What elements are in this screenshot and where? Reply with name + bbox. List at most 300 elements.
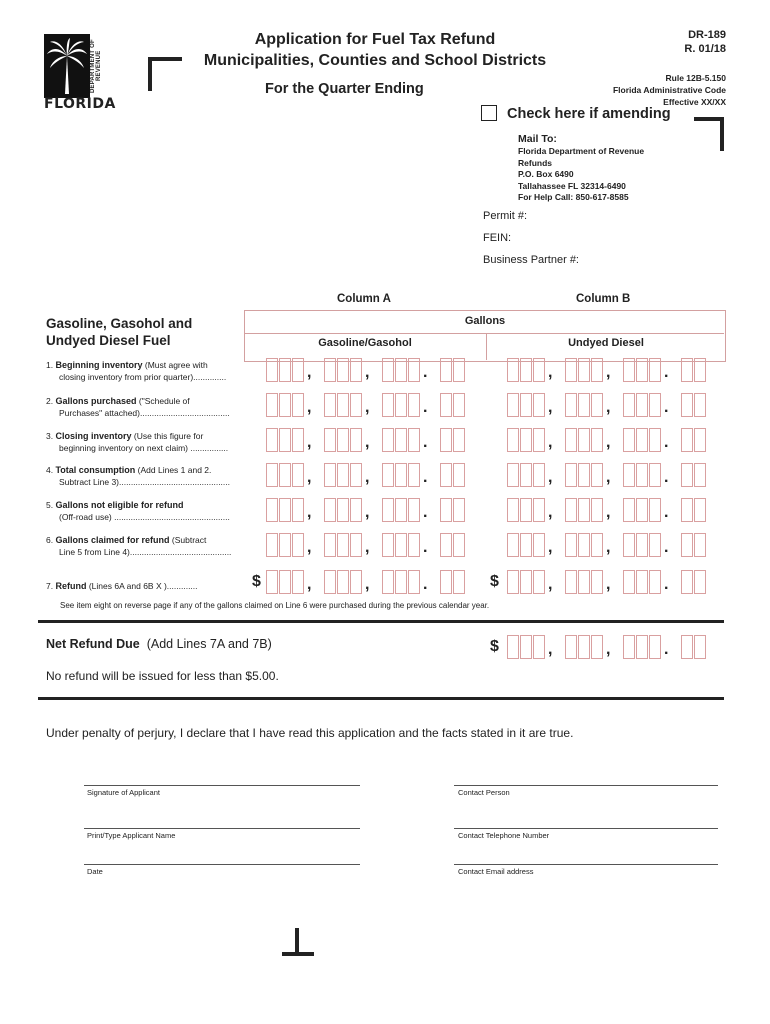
amend-label: Check here if amending [507, 106, 671, 122]
column-a-line-7-digit-box[interactable] [395, 570, 407, 594]
comma-separator: , [548, 641, 553, 658]
line-number: 5. [46, 500, 54, 510]
column-b-line-3-digit-box[interactable] [533, 428, 545, 452]
decimal-separator: . [664, 504, 669, 521]
net-refund-title: Net Refund Due [46, 637, 140, 651]
decimal-separator: . [664, 399, 669, 416]
line-number: 2. [46, 396, 54, 406]
column-b-line-4-digit-box[interactable] [649, 463, 661, 487]
column-a-line-3-digit-box[interactable] [440, 428, 452, 452]
column-b-line-3-digit-box[interactable] [565, 428, 577, 452]
column-a-line-4-digit-box[interactable] [266, 463, 278, 487]
signature-line[interactable] [84, 785, 360, 786]
column-b-line-2-digit-box[interactable] [507, 393, 519, 417]
comma-separator: , [548, 364, 553, 381]
dollar-sign: $ [490, 638, 499, 655]
column-a-line-5-digit-box[interactable] [324, 498, 336, 522]
column-a-line-5-digit-box[interactable] [350, 498, 362, 522]
column-a-line-4-digit-box[interactable] [350, 463, 362, 487]
line-name: Refund [55, 581, 87, 591]
column-b-line-7-digit-box[interactable] [507, 570, 519, 594]
column-a-line-7-digit-box[interactable] [337, 570, 349, 594]
net-refund-digit-box[interactable] [636, 635, 648, 659]
column-b-line-7-digit-box[interactable] [623, 570, 635, 594]
column-b-line-5-digit-box[interactable] [591, 498, 603, 522]
column-a-line-6-digit-box[interactable] [324, 533, 336, 557]
column-b-line-4-digit-box[interactable] [507, 463, 519, 487]
column-b-line-3-digit-box[interactable] [649, 428, 661, 452]
net-refund-digit-box[interactable] [591, 635, 603, 659]
column-a-line-7-digit-box[interactable] [266, 570, 278, 594]
decimal-separator: . [423, 434, 428, 451]
column-b-line-6-digit-box[interactable] [649, 533, 661, 557]
decimal-separator: . [423, 364, 428, 381]
column-b-line-3-digit-box[interactable] [623, 428, 635, 452]
column-a-line-2-digit-box[interactable] [350, 393, 362, 417]
decimal-separator: . [664, 641, 669, 658]
signature-label: Signature of Applicant [87, 788, 160, 797]
column-a-line-3-digit-box[interactable] [337, 428, 349, 452]
quarter-ending-label: For the Quarter Ending [265, 81, 424, 97]
line-desc: (Add Lines 1 and 2. [137, 465, 212, 475]
comma-separator: , [548, 576, 553, 593]
contact-email-label: Contact Email address [458, 867, 534, 876]
permit-field[interactable]: Permit #: [483, 210, 528, 222]
column-a-line-6-digit-box[interactable] [292, 533, 304, 557]
column-b-line-2-digit-box[interactable] [578, 393, 590, 417]
comma-separator: , [365, 434, 370, 451]
decimal-separator: . [664, 434, 669, 451]
column-a-line-6-digit-box[interactable] [440, 533, 452, 557]
column-a-line-2-digit-box[interactable] [408, 393, 420, 417]
net-refund-digit-box[interactable] [520, 635, 532, 659]
effective-date: Effective XX/XX [663, 97, 726, 107]
column-a-line-5-digit-box[interactable] [266, 498, 278, 522]
column-b-line-3-digit-box[interactable] [578, 428, 590, 452]
column-a-line-4-digit-box[interactable] [408, 463, 420, 487]
decimal-separator: . [664, 469, 669, 486]
column-b-line-6-digit-box[interactable] [578, 533, 590, 557]
column-b-line-7-digit-box[interactable] [591, 570, 603, 594]
comma-separator: , [307, 504, 312, 521]
line-desc: Line 5 from Line 4)........................................... [59, 546, 232, 557]
column-b-line-1-digit-box[interactable] [565, 358, 577, 382]
line-1-label [46, 360, 246, 383]
column-b-line-2-digit-box[interactable] [636, 393, 648, 417]
admin-code: Florida Administrative Code [612, 85, 726, 95]
column-a-line-7-digit-box[interactable] [453, 570, 465, 594]
bottom-registration-bar [282, 952, 314, 956]
line-3-label [46, 431, 246, 454]
column-a-line-3-digit-box[interactable] [279, 428, 291, 452]
column-a-line-5-digit-box[interactable] [440, 498, 452, 522]
section-title [46, 315, 192, 349]
rule-number: Rule 12B-5.150 [665, 73, 726, 83]
corner-mark-top-left [148, 57, 182, 91]
column-a-line-6-digit-box[interactable] [337, 533, 349, 557]
column-b-line-5-digit-box[interactable] [636, 498, 648, 522]
column-a-line-4-digit-box[interactable] [279, 463, 291, 487]
contact-email-line[interactable] [454, 864, 718, 865]
column-b-line-5-digit-box[interactable] [507, 498, 519, 522]
column-b-line-4-digit-box[interactable] [591, 463, 603, 487]
net-refund-digit-box[interactable] [694, 635, 706, 659]
column-a-line-7-digit-box[interactable] [324, 570, 336, 594]
column-a-line-3-digit-box[interactable] [350, 428, 362, 452]
comma-separator: , [307, 539, 312, 556]
contact-phone-label: Contact Telephone Number [458, 831, 550, 840]
column-b-line-2-digit-box[interactable] [565, 393, 577, 417]
column-b-line-3-digit-box[interactable] [636, 428, 648, 452]
comma-separator: , [307, 576, 312, 593]
column-b-line-5-digit-box[interactable] [681, 498, 693, 522]
comma-separator: , [606, 399, 611, 416]
column-a-line-7-digit-box[interactable] [279, 570, 291, 594]
column-a-line-5-digit-box[interactable] [337, 498, 349, 522]
column-a-line-1-digit-box[interactable] [266, 358, 278, 382]
line-desc: Subtract Line 3)............................................... [59, 476, 231, 487]
decimal-separator: . [664, 364, 669, 381]
column-b-line-2-digit-box[interactable] [533, 393, 545, 417]
perjury-statement: Under penalty of perjury, I declare that I have read this application and the facts stated in it are true. [46, 726, 574, 740]
section-title-line: Gasoline, Gasohol and [46, 316, 193, 331]
column-a-line-2-digit-box[interactable] [395, 393, 407, 417]
net-refund-digit-box[interactable] [533, 635, 545, 659]
column-b-line-3-digit-box[interactable] [507, 428, 519, 452]
column-b-line-3-digit-box[interactable] [681, 428, 693, 452]
column-b-line-7-digit-box[interactable] [565, 570, 577, 594]
column-a-line-5-digit-box[interactable] [408, 498, 420, 522]
line-2-label [46, 396, 246, 419]
column-a-line-3-digit-box[interactable] [453, 428, 465, 452]
column-a-line-1-digit-box[interactable] [279, 358, 291, 382]
column-a-line-5-digit-box[interactable] [279, 498, 291, 522]
column-a-line-1-digit-box[interactable] [350, 358, 362, 382]
line-desc: closing inventory from prior quarter).............. [59, 371, 227, 382]
column-a-line-1-digit-box[interactable] [440, 358, 452, 382]
column-b-line-7-digit-box[interactable] [520, 570, 532, 594]
line-number: 4. [46, 465, 54, 475]
net-refund-digit-box[interactable] [565, 635, 577, 659]
reverse-page-note: See item eight on reverse page if any of the gallons claimed on Line 6 were purchased during the previous calendar year. [60, 601, 490, 610]
column-b-line-4-digit-box[interactable] [681, 463, 693, 487]
line-5-label [46, 500, 246, 523]
column-a-line-6-digit-box[interactable] [453, 533, 465, 557]
comma-separator: , [606, 504, 611, 521]
column-b-line-6-digit-box[interactable] [694, 533, 706, 557]
gallons-heading: Gallons [464, 315, 506, 327]
gallons-header-divider [244, 333, 724, 334]
column-b-line-7-digit-box[interactable] [681, 570, 693, 594]
comma-separator: , [606, 539, 611, 556]
column-b-line-6-digit-box[interactable] [565, 533, 577, 557]
column-a-line-6-digit-box[interactable] [266, 533, 278, 557]
column-b-line-1-digit-box[interactable] [507, 358, 519, 382]
column-b-line-4-digit-box[interactable] [578, 463, 590, 487]
line-name: Beginning inventory [55, 360, 143, 370]
form-number-block [684, 28, 726, 56]
column-b-line-2-digit-box[interactable] [591, 393, 603, 417]
column-b-line-4-digit-box[interactable] [623, 463, 635, 487]
column-b-line-3-digit-box[interactable] [591, 428, 603, 452]
comma-separator: , [606, 641, 611, 658]
line-desc: (Subtract [171, 535, 207, 545]
column-a-line-7-digit-box[interactable] [382, 570, 394, 594]
column-b-line-1-digit-box[interactable] [591, 358, 603, 382]
comma-separator: , [365, 576, 370, 593]
column-a-line-4-digit-box[interactable] [440, 463, 452, 487]
comma-separator: , [606, 434, 611, 451]
comma-separator: , [365, 539, 370, 556]
column-b-line-2-digit-box[interactable] [623, 393, 635, 417]
column-a-line-4-digit-box[interactable] [453, 463, 465, 487]
mail-to-heading: Mail To: [518, 133, 557, 145]
line-4-label [46, 465, 246, 488]
column-a-line-3-digit-box[interactable] [395, 428, 407, 452]
help-phone: For Help Call: 850-617-8585 [518, 192, 629, 202]
column-a-line-1-digit-box[interactable] [382, 358, 394, 382]
column-b-line-1-digit-box[interactable] [623, 358, 635, 382]
contact-person-label: Contact Person [458, 788, 510, 797]
column-a-line-1-digit-box[interactable] [324, 358, 336, 382]
undyed-diesel-heading: Undyed Diesel [568, 337, 644, 349]
column-b-line-4-digit-box[interactable] [565, 463, 577, 487]
column-b-line-4-digit-box[interactable] [636, 463, 648, 487]
column-a-line-7-digit-box[interactable] [292, 570, 304, 594]
date-line[interactable] [84, 864, 360, 865]
comma-separator: , [606, 469, 611, 486]
fein-field[interactable]: FEIN: [483, 232, 512, 244]
address-line: Florida Department of Revenue [518, 146, 645, 156]
comma-separator: , [365, 469, 370, 486]
net-refund-digit-box[interactable] [507, 635, 519, 659]
net-refund-digit-box[interactable] [578, 635, 590, 659]
column-a-line-5-digit-box[interactable] [292, 498, 304, 522]
comma-separator: , [365, 364, 370, 381]
logo-side-text: DEPARTMENT OF REVENUE [90, 39, 102, 93]
comma-separator: , [548, 504, 553, 521]
column-b-line-3-digit-box[interactable] [694, 428, 706, 452]
comma-separator: , [606, 576, 611, 593]
column-a-line-4-digit-box[interactable] [324, 463, 336, 487]
column-b-line-2-digit-box[interactable] [681, 393, 693, 417]
column-b-line-5-digit-box[interactable] [533, 498, 545, 522]
column-b-line-2-digit-box[interactable] [694, 393, 706, 417]
line-number: 3. [46, 431, 54, 441]
column-b-line-1-digit-box[interactable] [533, 358, 545, 382]
dollar-sign: $ [252, 573, 261, 590]
net-refund-digit-box[interactable] [649, 635, 661, 659]
column-b-line-6-digit-box[interactable] [533, 533, 545, 557]
column-b-line-4-digit-box[interactable] [533, 463, 545, 487]
column-b-line-5-digit-box[interactable] [565, 498, 577, 522]
comma-separator: , [365, 504, 370, 521]
column-b-heading: Column B [576, 293, 631, 305]
column-a-line-7-digit-box[interactable] [440, 570, 452, 594]
form-title: Application for Fuel Tax Refund [254, 31, 496, 48]
column-a-line-1-digit-box[interactable] [453, 358, 465, 382]
column-b-line-7-digit-box[interactable] [533, 570, 545, 594]
column-b-line-7-digit-box[interactable] [578, 570, 590, 594]
column-b-line-1-digit-box[interactable] [649, 358, 661, 382]
column-b-line-5-digit-box[interactable] [623, 498, 635, 522]
column-b-line-6-digit-box[interactable] [636, 533, 648, 557]
net-refund-sub: (Add Lines 7A and 7B) [146, 637, 272, 651]
column-a-line-6-digit-box[interactable] [395, 533, 407, 557]
column-b-line-7-digit-box[interactable] [636, 570, 648, 594]
column-b-line-6-digit-box[interactable] [623, 533, 635, 557]
minimum-refund-note: No refund will be issued for less than $5.00. [46, 669, 279, 683]
line-desc: (Use this figure for [133, 431, 204, 441]
line-desc: ("Schedule of [138, 396, 190, 406]
column-b-line-6-digit-box[interactable] [591, 533, 603, 557]
column-a-line-2-digit-box[interactable] [382, 393, 394, 417]
divider [38, 620, 724, 623]
column-a-line-7-digit-box[interactable] [350, 570, 362, 594]
column-a-line-4-digit-box[interactable] [382, 463, 394, 487]
form-revision: R. 01/18 [684, 43, 726, 55]
form-subtitle: Municipalities, Counties and School Districts [203, 52, 547, 69]
comma-separator: , [548, 469, 553, 486]
decimal-separator: . [423, 576, 428, 593]
gasoline-gasohol-heading: Gasoline/Gasohol [318, 337, 412, 349]
column-b-line-6-digit-box[interactable] [507, 533, 519, 557]
column-a-line-3-digit-box[interactable] [324, 428, 336, 452]
line-desc: (Lines 6A and 6B X )............. [88, 581, 198, 591]
column-b-line-1-digit-box[interactable] [681, 358, 693, 382]
address-line: Tallahassee FL 32314-6490 [518, 180, 626, 191]
net-refund-digit-box[interactable] [623, 635, 635, 659]
column-a-line-3-digit-box[interactable] [292, 428, 304, 452]
line-name: Closing inventory [55, 431, 132, 441]
contact-phone-line[interactable] [454, 828, 718, 829]
column-a-line-6-digit-box[interactable] [279, 533, 291, 557]
column-b-line-2-digit-box[interactable] [649, 393, 661, 417]
line-desc: Purchases" attached)...................................... [59, 407, 230, 418]
contact-person-line[interactable] [454, 785, 718, 786]
column-a-line-3-digit-box[interactable] [382, 428, 394, 452]
column-a-line-1-digit-box[interactable] [395, 358, 407, 382]
divider [38, 697, 724, 700]
column-a-line-3-digit-box[interactable] [266, 428, 278, 452]
column-a-line-2-digit-box[interactable] [440, 393, 452, 417]
column-b-line-5-digit-box[interactable] [649, 498, 661, 522]
logo-wordmark: FLORIDA [44, 96, 116, 112]
column-a-line-2-digit-box[interactable] [266, 393, 278, 417]
column-b-line-7-digit-box[interactable] [649, 570, 661, 594]
column-a-line-1-digit-box[interactable] [292, 358, 304, 382]
decimal-separator: . [423, 469, 428, 486]
column-a-line-2-digit-box[interactable] [279, 393, 291, 417]
column-a-line-2-digit-box[interactable] [337, 393, 349, 417]
comma-separator: , [606, 364, 611, 381]
column-a-line-2-digit-box[interactable] [453, 393, 465, 417]
column-b-line-6-digit-box[interactable] [681, 533, 693, 557]
column-b-line-1-digit-box[interactable] [578, 358, 590, 382]
column-a-line-7-digit-box[interactable] [408, 570, 420, 594]
column-a-line-5-digit-box[interactable] [395, 498, 407, 522]
column-a-line-4-digit-box[interactable] [292, 463, 304, 487]
column-a-line-6-digit-box[interactable] [350, 533, 362, 557]
address-line: P.O. Box 6490 [518, 169, 574, 179]
dollar-sign: $ [490, 573, 499, 590]
comma-separator: , [548, 399, 553, 416]
date-label: Date [87, 867, 103, 876]
column-a-line-1-digit-box[interactable] [337, 358, 349, 382]
business-partner-field[interactable]: Business Partner #: [483, 254, 579, 266]
line-6-label [46, 535, 246, 558]
corner-mark-top-right [694, 117, 724, 151]
column-b-line-6-digit-box[interactable] [520, 533, 532, 557]
line-desc: (Off-road use) ................................................. [59, 511, 230, 522]
column-a-line-6-digit-box[interactable] [408, 533, 420, 557]
column-a-line-4-digit-box[interactable] [337, 463, 349, 487]
decimal-separator: . [423, 539, 428, 556]
line-desc: (Must agree with [144, 360, 208, 370]
comma-separator: , [548, 539, 553, 556]
column-a-line-2-digit-box[interactable] [292, 393, 304, 417]
column-b-line-3-digit-box[interactable] [520, 428, 532, 452]
column-a-line-3-digit-box[interactable] [408, 428, 420, 452]
column-b-line-4-digit-box[interactable] [694, 463, 706, 487]
column-b-line-1-digit-box[interactable] [636, 358, 648, 382]
line-7-label [46, 581, 256, 593]
decimal-separator: . [423, 504, 428, 521]
line-name: Total consumption [55, 465, 136, 475]
palm-tree-icon [44, 34, 90, 98]
net-refund-label [46, 637, 272, 651]
mail-address [518, 146, 644, 204]
line-number: 1. [46, 360, 54, 370]
line-number: 7. [46, 581, 54, 591]
column-b-line-4-digit-box[interactable] [520, 463, 532, 487]
column-a-line-4-digit-box[interactable] [395, 463, 407, 487]
comma-separator: , [365, 399, 370, 416]
column-b-line-1-digit-box[interactable] [694, 358, 706, 382]
column-a-line-5-digit-box[interactable] [453, 498, 465, 522]
column-b-line-5-digit-box[interactable] [694, 498, 706, 522]
line-name: Gallons not eligible for refund [55, 500, 184, 510]
column-a-line-1-digit-box[interactable] [408, 358, 420, 382]
comma-separator: , [307, 469, 312, 486]
amend-checkbox[interactable] [481, 105, 497, 121]
form-number: DR-189 [688, 29, 726, 41]
comma-separator: , [307, 364, 312, 381]
decimal-separator: . [423, 399, 428, 416]
column-b-line-5-digit-box[interactable] [578, 498, 590, 522]
column-a-line-2-digit-box[interactable] [324, 393, 336, 417]
comma-separator: , [307, 434, 312, 451]
line-desc: beginning inventory on next claim) ................ [59, 442, 229, 453]
column-b-line-1-digit-box[interactable] [520, 358, 532, 382]
comma-separator: , [307, 399, 312, 416]
line-name: Gallons claimed for refund [55, 535, 170, 545]
column-b-line-7-digit-box[interactable] [694, 570, 706, 594]
column-b-line-5-digit-box[interactable] [520, 498, 532, 522]
net-refund-digit-box[interactable] [681, 635, 693, 659]
column-a-line-6-digit-box[interactable] [382, 533, 394, 557]
line-name: Gallons purchased [55, 396, 137, 406]
print-name-label: Print/Type Applicant Name [87, 831, 176, 840]
print-name-line[interactable] [84, 828, 360, 829]
column-a-line-5-digit-box[interactable] [382, 498, 394, 522]
column-b-line-2-digit-box[interactable] [520, 393, 532, 417]
decimal-separator: . [664, 539, 669, 556]
bottom-registration-mark [295, 928, 299, 954]
decimal-separator: . [664, 576, 669, 593]
section-title-line: Undyed Diesel Fuel [46, 333, 171, 348]
comma-separator: , [548, 434, 553, 451]
